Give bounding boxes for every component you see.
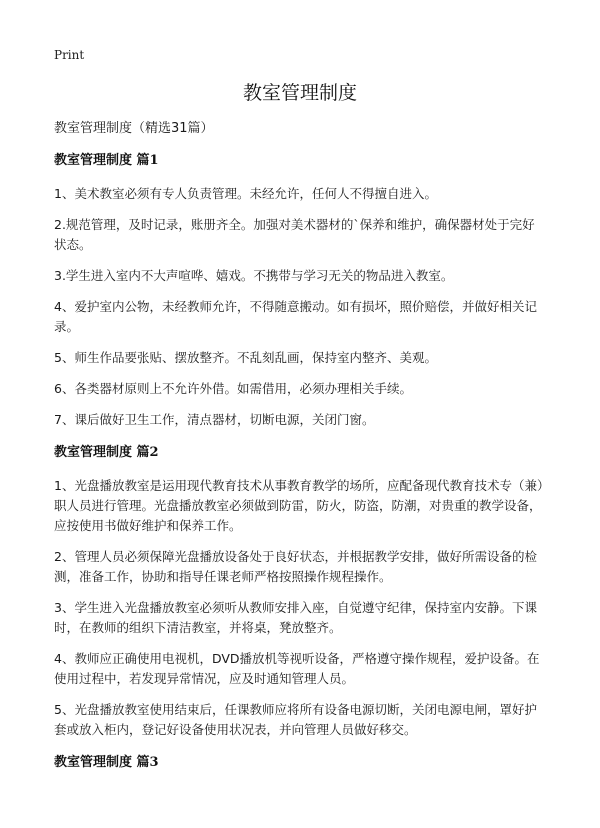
document-body bbox=[54, 120, 546, 786]
paragraph: 2、管理人员必须保障光盘播放设备处于良好状态，并根据教学安排，做好所需设备的检测，准备工作，协助和指导任课老师严格按照操作规程操作。 bbox=[54, 549, 537, 584]
paragraph: 4、爱护室内公物，未经教师允许，不得随意搬动。如有损坏，照价赔偿，并做好相关记录。 bbox=[54, 299, 537, 334]
paragraph: 6、各类器材原则上不允许外借。如需借用，必须办理相关手续。 bbox=[54, 381, 412, 396]
paragraph: 3、学生进入光盘播放教室必须听从教师安排入座，自觉遵守纪律，保持室内安静。下课时，在教师的组织下清洁教室，并将桌，凳放整齐。 bbox=[54, 600, 537, 635]
section-3 bbox=[54, 754, 546, 772]
section-2 bbox=[54, 444, 546, 740]
paragraph: 7、课后做好卫生工作，清点器材，切断电源，关闭门窗。 bbox=[54, 412, 375, 427]
document-subtitle: 教室管理制度（精选31篇） bbox=[54, 121, 214, 136]
paragraph: 2.规范管理，及时记录，账册齐全。加强对美术器材的`保养和维护，确保器材处于完好状态。 bbox=[54, 217, 535, 252]
section-heading: 教室管理制度 篇1 bbox=[54, 153, 159, 168]
section-1 bbox=[54, 152, 546, 430]
page-title: 教室管理制度 bbox=[242, 82, 357, 104]
paragraph: 1、美术教室必须有专人负责管理。未经允许，任何人不得擅自进入。 bbox=[54, 186, 437, 201]
section-heading: 教室管理制度 篇2 bbox=[54, 445, 159, 460]
paragraph: 5、师生作品要张贴、摆放整齐。不乱刻乱画，保持室内整齐、美观。 bbox=[54, 350, 437, 365]
paragraph: 4、教师应正确使用电视机，DVD播放机等视听设备，严格遵守操作规程，爱护设备。在使用过程中，若发现异常情况，应及时通知管理人员。 bbox=[54, 651, 540, 686]
section-heading: 教室管理制度 篇3 bbox=[54, 755, 159, 770]
paragraph: 5、光盘播放教室使用结束后，任课教师应将所有设备电源切断，关闭电源电闸，罩好护套或放入柜内，登记好设备使用状况表，并向管理人员做好移交。 bbox=[54, 702, 537, 737]
print-link[interactable]: Print bbox=[54, 48, 85, 62]
paragraph: 3.学生进入室内不大声喧哗、嬉戏。不携带与学习无关的物品进入教室。 bbox=[54, 268, 454, 283]
paragraph: 1、光盘播放教室是运用现代教育技术从事教育教学的场所，应配备现代教育技术专（兼）职人员进行管理。光盘播放教室必须做到防雷，防火，防盗，防潮，对贵重的教学设备，应按使用书做好维护和保养工作。 bbox=[54, 478, 544, 533]
